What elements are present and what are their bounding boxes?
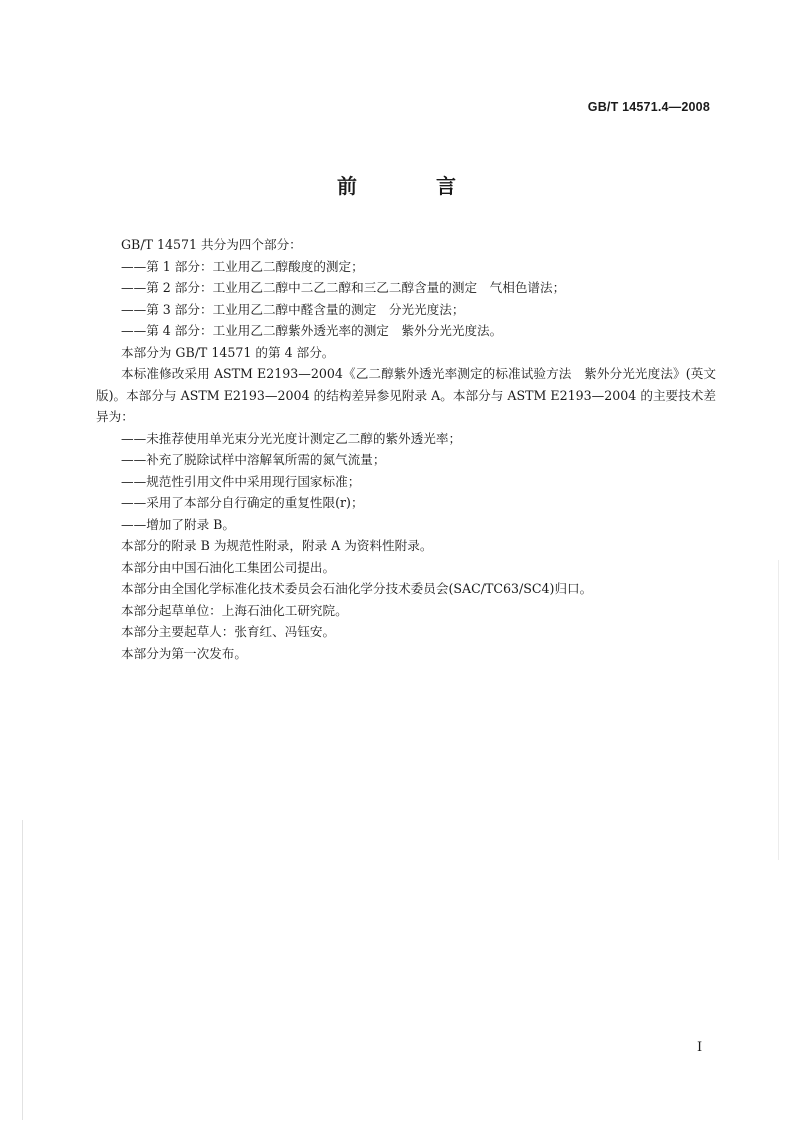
list-item: ——补充了脱除试样中溶解氧所需的氮气流量； (121, 452, 386, 467)
paragraph: 本部分由全国化学标准化技术委员会石油化学分技术委员会(SAC/TC63/SC4)归口。 (121, 581, 593, 596)
list-item: ——增加了附录 B。 (121, 516, 236, 532)
paragraph: 本标准修改采用 ASTM E2193—2004《乙二醇紫外透光率测定的标准试验方法 紫外分光光度法》(英文版)。本部分与 ASTM E2193—2004 的结构差异参见附录 A。本部分与 ASTM E2193—2004 的主要技术差异为： (96, 366, 716, 424)
scan-edge-line-right (778, 560, 779, 860)
list-item: ——采用了本部分自行确定的重复性限(r)； (121, 495, 364, 510)
list-item: ——未推荐使用单光束分光光度计测定乙二醇的紫外透光率； (121, 430, 462, 446)
list-item: ——第 3 部分：工业用乙二醇中醛含量的测定 分光光度法； (121, 301, 465, 317)
page-number: I (697, 1040, 703, 1055)
paragraph: 本部分主要起草人：张育红、冯钰安。 (121, 624, 336, 639)
paragraph: 本部分为 GB/T 14571 的第 4 部分。 (121, 344, 335, 360)
standard-code: GB/T 14571.4—2008 (587, 100, 710, 114)
list-item: ——第 2 部分：工业用乙二醇中二乙二醇和三乙二醇含量的测定 气相色谱法； (121, 280, 566, 295)
paragraph: 本部分起草单位：上海石油化工研究院。 (121, 602, 348, 618)
foreword-body (96, 234, 716, 664)
paragraph: 本部分的附录 B 为规范性附录，附录 A 为资料性附录。 (121, 538, 433, 553)
list-item: ——第 4 部分：工业用乙二醇紫外透光率的测定 紫外分光光度法。 (121, 323, 503, 338)
page-title: 前 言 (337, 174, 492, 198)
paragraph: GB/T 14571 共分为四个部分： (121, 237, 302, 252)
paragraph: 本部分为第一次发布。 (121, 645, 247, 661)
list-item: ——第 1 部分：工业用乙二醇酸度的测定； (121, 258, 364, 274)
list-item: ——规范性引用文件中采用现行国家标准； (121, 473, 361, 489)
paragraph: 本部分由中国石油化工集团公司提出。 (121, 559, 336, 575)
scan-edge-line (22, 820, 23, 1120)
